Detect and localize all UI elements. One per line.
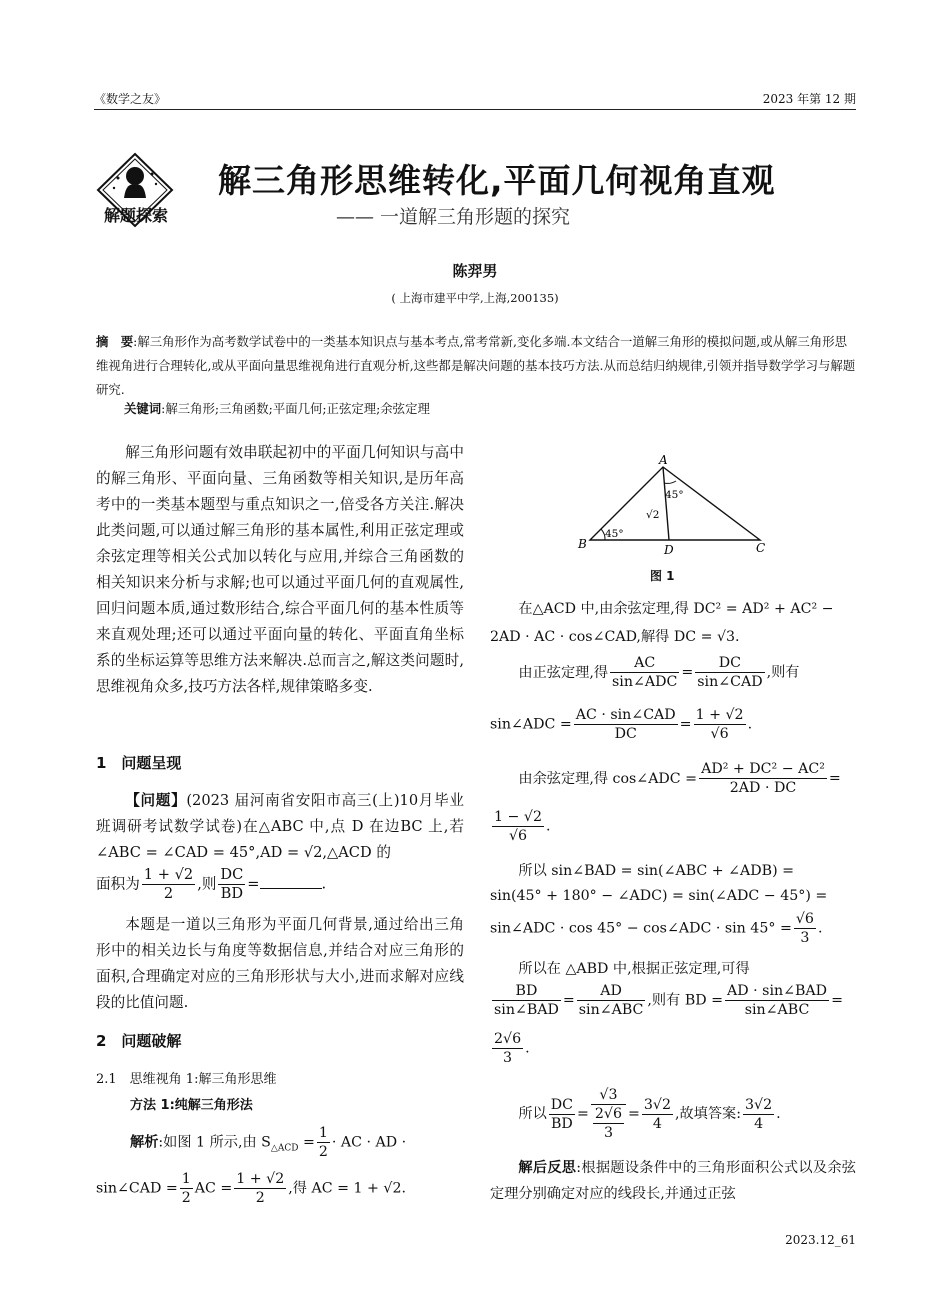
side-ad-label: √2 [646, 509, 660, 521]
reflection [490, 1155, 856, 1207]
solution-label: 解析 [130, 1134, 159, 1151]
p2-frac2: $\frac{DC}{\text{sin∠CAD}}$ [697, 655, 763, 690]
angle-a-arc [664, 481, 676, 483]
ratio-den: BD [220, 885, 244, 902]
half-den: 2 [318, 1144, 328, 1160]
abstract-text: :解三角形作为高考数学试卷中的一类基本知识点与基本考点,常考常新,变化多端.本文结合一道解三角形的模拟问题,或从解三角形思维视角进行合理转化,或从平面向量思维视角进行直观分析,这些都是解决问题的基本技巧方法.从而总结归纳规律,引领并指导数学学习与解题研究. [96, 334, 856, 397]
half-den-2: 2 [181, 1190, 191, 1206]
angle-b-label: 45° [605, 528, 624, 540]
reflection-text: :根据题设条件中的三角形面积公式以及余弦定理分别确定对应的线段长,并通过正弦 [490, 1160, 856, 1202]
p3-frac1: $\frac{\text{AC · sin∠CAD}}{DC}$ [575, 707, 676, 742]
answer-blank [260, 874, 322, 889]
keywords [124, 399, 430, 417]
section-2-1-title: 2.1 思维视角 1:解三角形思维 [96, 1072, 277, 1087]
solution-line-2 [96, 1170, 466, 1207]
problem-area-label: 面积为 [96, 875, 140, 893]
label-a: A [659, 453, 668, 467]
keywords-text: :解三角形;三角函数;平面几何;正弦定理;余弦定理 [161, 401, 430, 416]
p9-frac2: √3 2√6 3 [591, 1086, 626, 1142]
right-p6b: sin(45° + 180° − ∠ADC) = sin(∠ADC − 45°) = [490, 888, 828, 904]
reflection-label: 解后反思 [518, 1160, 577, 1176]
solution-text-1: :如图 1 所示,由 S [158, 1134, 271, 1151]
problem-label: 【问题】 [125, 792, 187, 809]
analysis-paragraph: 本题是一道以三角形为平面几何背景,通过给出三角形中的相关边长与角度等数据信息,并结合对应三角形的面积,合理确定对应的三角形形状与大小,进而求解对应线段的比值问题. [96, 916, 464, 1011]
half-num-2: 1 [181, 1171, 191, 1187]
solution-text-2a: sin∠CAD = [96, 1180, 178, 1197]
right-p1b: 2AD · AC · cos∠CAD,解得 DC = √3. [490, 629, 740, 645]
header-rule [94, 109, 856, 110]
right-p8: $\frac{2√6}{3}$ . [494, 1031, 530, 1066]
right-p9: 所以 $\frac{DC}{BD}$ = √3 2√6 3 = $\frac{3√2}{4}$ ,故填答案: $\frac{3√2}{4}$ . [518, 1087, 781, 1141]
abstract [96, 330, 856, 402]
figure-caption: 图 1 [650, 569, 675, 583]
article-title: 解三角形思维转化,平面几何视角直观 [218, 161, 776, 200]
right-p6a: 所以 sin∠BAD = sin(∠ABC + ∠ADB) = [518, 863, 795, 879]
label-d: D [664, 543, 674, 557]
right-p7b: $\frac{BD}{\text{sin∠BAD}}$ = $\frac{AD}{\text{sin∠ABC}}$ ,则有 BD = $\frac{\text{AD · sin∠BAD}}{\text{sin∠ABC}}$ = [494, 983, 843, 1018]
right-p7a: 所以在 △ABD 中,根据正弦定理,可得 [518, 961, 750, 977]
solution-text-2b: AC = [194, 1180, 233, 1197]
right-p4: 由余弦定理,得 cos∠ADC = $\frac{\text{AD² + DC² − AC²}}{2AD \cdot DC}$ = [518, 761, 841, 796]
p5-frac: $\frac{1 - √2}{√6}$ [494, 809, 543, 844]
problem-text: (2023 届河南省安阳市高三(上)10月毕业班调研考试数学试卷)在△ABC 中,点 D 在边BC 上,若 ∠ABC = ∠CAD = 45°,AD = √2,△ACD 的 [96, 792, 464, 861]
p6-frac: $\frac{√6}{3}$ [795, 911, 814, 946]
p9-inner-frac: 2√6 3 [594, 1106, 622, 1141]
problem-line-4: 面积为 $\frac{1 + √2}{2}$ ,则 $\frac{DC}{BD}$ = . [96, 866, 327, 902]
article-subtitle: —— 一道解三角形题的探究 [336, 206, 571, 228]
solution-subscript: △ACD [270, 1143, 299, 1154]
segment-ad [663, 467, 669, 540]
section-1-title: 1 问题呈现 [96, 754, 182, 772]
area-num: 1 + √2 [143, 866, 194, 883]
half-fraction [317, 1124, 330, 1161]
p8-frac: $\frac{2√6}{3}$ [494, 1031, 522, 1066]
p7-frac1: $\frac{BD}{\text{sin∠BAD}}$ [494, 983, 559, 1018]
area-den-2: 2 [255, 1190, 265, 1206]
right-p1a: 在△ACD 中,由余弦定理,得 DC² = AD² + AC² − [518, 601, 834, 617]
half-fraction-2 [180, 1170, 193, 1207]
issue-number: 2023 年第 12 期 [762, 92, 856, 106]
half-num: 1 [318, 1125, 328, 1141]
right-p2: 由正弦定理,得 $\frac{AC}{\text{sin∠ADC}}$ = $\frac{DC}{\text{sin∠CAD}}$ ,则有 [490, 654, 856, 691]
journal-name: 《数学之友》 [94, 92, 167, 106]
p7-frac3: $\frac{\text{AD · sin∠BAD}}{\text{sin∠ABC}}$ [727, 983, 828, 1018]
right-p6c: sin∠ADC · cos 45° − cos∠ADC · sin 45° = $\frac{√6}{3}$ . [490, 911, 823, 946]
problem-equals: = [247, 875, 260, 893]
author: 陈羿男 [452, 262, 498, 280]
p9-frac3: $\frac{3√2}{4}$ [643, 1096, 671, 1132]
problem-statement [96, 788, 464, 866]
angle-a-label: 45° [665, 489, 684, 501]
area-fraction-2 [234, 1170, 286, 1207]
p2-frac1: $\frac{AC}{\text{sin∠ADC}}$ [612, 655, 678, 690]
area-fraction [142, 866, 195, 903]
abstract-label: 摘 要 [96, 334, 134, 349]
solution-line-1 [130, 1124, 470, 1161]
column-label: 解题探索 [103, 206, 168, 225]
figure-1-triangle [575, 452, 775, 562]
affiliation: ( 上海市建平中学,上海,200135) [391, 291, 559, 305]
label-b: B [578, 537, 587, 551]
ratio-fraction [218, 866, 245, 903]
p2-text: 由正弦定理,得 [518, 664, 609, 681]
area-den: 2 [163, 885, 174, 902]
answer-fraction: $\frac{3√2}{4}$ [745, 1096, 773, 1132]
method-1-title: 方法 1:纯解三角形法 [130, 1098, 253, 1113]
p3-frac2: $\frac{1 + √2}{√6}$ [695, 707, 744, 742]
right-p3: sin∠ADC = $\frac{\text{AC · sin∠CAD}}{DC}$ = $\frac{1 + √2}{√6}$ . [490, 707, 753, 742]
p7-frac2: $\frac{AD}{\text{sin∠ABC}}$ [578, 983, 644, 1018]
solution-text-1b: = [298, 1134, 315, 1151]
keywords-label: 关键词 [124, 401, 162, 416]
area-num-2: 1 + √2 [236, 1171, 285, 1187]
section-2-title: 2 问题破解 [96, 1032, 182, 1050]
p9-frac1: $\frac{DC}{BD}$ [550, 1096, 574, 1132]
label-c: C [756, 541, 766, 555]
intro-paragraph: 解三角形问题有效串联起初中的平面几何知识与高中的解三角形、平面向量、三角函数等相关知识,是历年高考中的一类基本题型与重点知识之一,倍受各方关注.解决此类问题,可以通过解三角形的基本属性,利用正弦定理或余弦定理等相关公式加以转化与应用,并综合三角函数的相关知识来分析与求解;也可以通过平面几何的直观属性,回归问题本质,通过数形结合,综合平面几何的基本性质等来直观处理;还可以通过平面向量的转化、平面直角坐标系的坐标运算等思维方法来解决.总而言之,解这类问题时,思维视角众多,技巧方法各样,规律策略多变. [96, 444, 464, 695]
p4-frac: $\frac{\text{AD² + DC² − AC²}}{2AD \cdot DC}$ [701, 761, 825, 796]
right-p5: $\frac{1 - √2}{√6}$ . [494, 809, 551, 844]
page-footer: 2023.12_61 [785, 1233, 856, 1247]
solution-text-2c: ,得 AC = 1 + √2. [288, 1180, 406, 1197]
ratio-num: DC [220, 866, 244, 883]
problem-then: ,则 [197, 875, 217, 893]
solution-text-1c: · AC · AD · [331, 1134, 407, 1151]
left-column [96, 440, 464, 700]
